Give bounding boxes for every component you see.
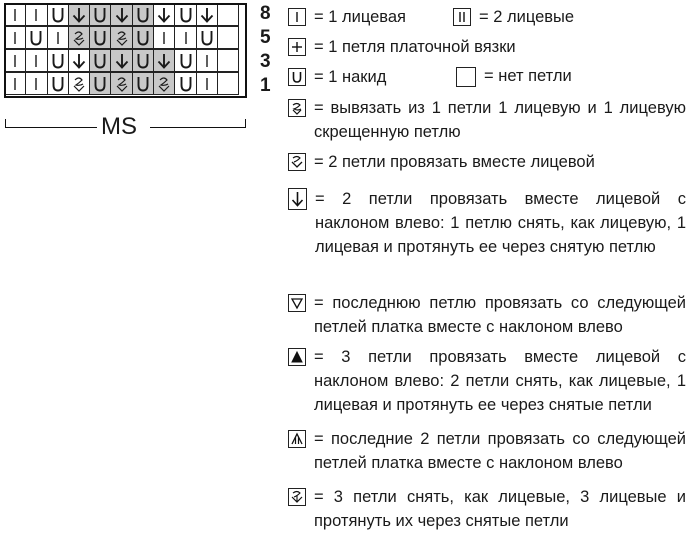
chart-cell-knit-twist [110,72,132,95]
chart-cell-yarn-over [174,49,196,72]
row-number-3: 3 [260,51,271,72]
legend-no-stitch-text: = нет петли [484,67,572,85]
yarn-over-icon [135,6,151,24]
row-number-1: 1 [260,75,271,96]
legend-knit [288,5,406,29]
yarn-over-icon [199,29,215,47]
ms-bracket-right [245,119,246,127]
yarn-over-icon [92,75,108,93]
chart-cell-yarn-over [25,26,47,49]
yarn-over-icon [135,52,151,70]
yarn-over-icon [92,6,108,24]
legend-triangle-down [288,291,686,339]
knit-icon [7,6,23,24]
knit-twist-icon [71,29,87,47]
chart-row [5,27,239,50]
chart-cell-yarn-over [89,3,111,26]
chart-cell-knit [196,72,218,95]
chart-row [5,73,239,96]
knit-icon [178,29,194,47]
arrow-down-icon [199,6,215,24]
legend-triangle-down-text: = последнюю петлю провязать со следующей петлей платка вместе с наклоном влево [314,294,686,336]
legend-knit2 [453,5,574,29]
chart-cell-arrow-down [196,3,218,26]
yarn-over-icon [50,75,66,93]
knit-icon [28,6,44,24]
chart-row [5,50,239,73]
plus-icon [288,38,306,56]
chart-cell-knit [4,72,26,95]
chart-cell-knit [25,3,47,26]
chart-cell-yarn-over [174,3,196,26]
chart-cell-knit [196,49,218,72]
chart-cell-yarn-over [89,72,111,95]
legend-k2tog [288,150,595,174]
yarn-over-icon [288,68,306,86]
knit-twist-icon [71,75,87,93]
knit-icon [199,75,215,93]
ms-bracket-left [5,119,6,127]
legend-three-knit-text: = 3 петли снять, как лицевые, 3 лицевые и протянуть их через снятые петли [314,488,686,530]
chart-cell-knit-twist [68,72,90,95]
chart-cell-yarn-over [132,3,154,26]
yarn-over-icon [28,29,44,47]
legend-double-arrow-up [288,427,686,475]
chart-cell-knit [25,72,47,95]
double-knit-icon [453,8,471,26]
chart-cell-empty [217,3,239,26]
triangle-down-icon [288,294,306,312]
chart-cell-knit [174,26,196,49]
arrow-down-icon [114,6,130,24]
legend-triangle-up-text: = 3 петли провязать вместе лицевой с наклоном влево: 2 петли снять, как лицевые, 1 лицевая и протянуть ее через снятые петли [314,348,686,414]
chart-cell-yarn-over [47,72,69,95]
ms-bracket-line-left [5,127,97,128]
chart-cell-knit-twist [68,26,90,49]
chart-cell-knit [4,49,26,72]
yarn-over-icon [135,75,151,93]
chart-cell-arrow-down [110,49,132,72]
yarn-over-icon [50,6,66,24]
yarn-over-icon [50,52,66,70]
chart-cell-arrow-down [68,3,90,26]
knit-icon [7,75,23,93]
legend-triangle-up [288,345,686,417]
chart-cell-yarn-over [174,72,196,95]
repeat-label: MS [101,113,137,140]
arrow-down-icon [71,52,87,70]
yarn-over-icon [178,75,194,93]
chart-cell-yarn-over [132,49,154,72]
chart-cell-knit [25,49,47,72]
legend-yarn-over [288,65,386,89]
legend-arrow-down-text: = 2 петли провязать вместе лицевой с наклоном влево: 1 петлю снять, как лицевую, 1 лицевая и протянуть ее через снятую петлю [315,190,686,256]
legend-no-stitch [456,64,572,88]
yarn-over-icon [92,29,108,47]
legend-k2tog-text: = 2 петли провязать вместе лицевой [314,153,595,171]
chart-cell-yarn-over [132,72,154,95]
legend-arrow-down [288,187,686,259]
legend-knit-twist-text: = вывязать из 1 петли 1 лицевую и 1 лицевую скрещенную петлю [314,99,686,141]
knit-twist-icon [156,75,172,93]
arrow-down-icon [156,52,172,70]
row-number-8: 8 [260,3,271,24]
chart-cell-knit [153,26,175,49]
knit-twist-icon [114,29,130,47]
chart-cell-yarn-over [47,3,69,26]
knit-icon [7,29,23,47]
chart-cell-empty [217,72,239,95]
legend-three-knit [288,485,686,533]
knit-icon [28,75,44,93]
triangle-up-icon [288,348,306,366]
chart-cell-knit-twist [110,26,132,49]
legend-yarn-over-text: = 1 накид [314,68,387,86]
three-knit-icon [288,488,306,506]
chart-cell-arrow-down [110,3,132,26]
chart-cell-empty [217,49,239,72]
knit-icon [156,29,172,47]
chart-cell-arrow-down [153,3,175,26]
yarn-over-icon [92,52,108,70]
legend-garter [288,35,516,59]
chart-cell-yarn-over [89,49,111,72]
row-number-5: 5 [260,27,271,48]
empty-box-icon [456,67,476,87]
chart-cell-knit-twist [153,72,175,95]
knit-icon [7,52,23,70]
chart-row [5,4,239,27]
double-arrow-up-icon [288,430,306,448]
yarn-over-icon [135,29,151,47]
knitting-chart [5,4,239,96]
chart-cell-yarn-over [196,26,218,49]
chart-cell-knit [4,3,26,26]
yarn-over-icon [178,52,194,70]
arrow-down-icon [71,6,87,24]
ms-bracket-line-right [150,127,246,128]
chart-cell-knit [47,26,69,49]
chart-cell-yarn-over [89,26,111,49]
knit-twist-icon [288,99,306,117]
chart-cell-empty [217,26,239,49]
legend-knit-text: = 1 лицевая [314,8,406,26]
legend-knit-twist [288,96,686,144]
chart-cell-yarn-over [132,26,154,49]
knit-icon [50,29,66,47]
arrow-down-icon [156,6,172,24]
legend-garter-text: = 1 петля платочной вязки [314,38,516,56]
chart-cell-yarn-over [47,49,69,72]
chart-cell-arrow-down [68,49,90,72]
legend-knit2-text: = 2 лицевые [479,8,575,26]
arrow-down-icon [114,52,130,70]
knit-icon [28,52,44,70]
knit-icon [199,52,215,70]
knit-icon [288,8,306,26]
knit-twist-icon [114,75,130,93]
arrow-down-icon [288,188,307,210]
chart-cell-arrow-down [153,49,175,72]
k2tog-icon [288,153,306,171]
chart-cell-knit [4,26,26,49]
yarn-over-icon [178,6,194,24]
legend-double-arrow-up-text: = последние 2 петли провязать со следующей петлей платка вместе с наклоном влево [314,430,686,472]
